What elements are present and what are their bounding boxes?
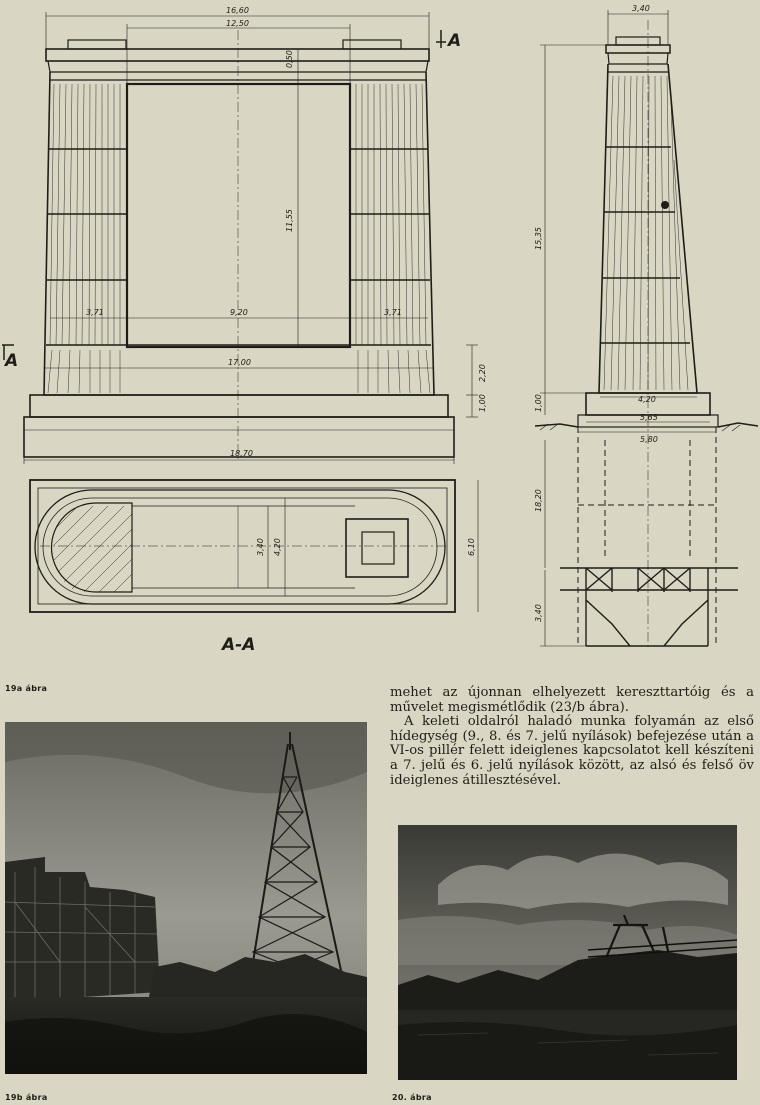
dim-column-left: 3,71: [86, 308, 104, 317]
right-column-hatching: [356, 84, 430, 393]
dim-plan-inner-width: 3,40: [256, 538, 265, 556]
left-column-hatching: [48, 84, 120, 393]
dim-plan-outer-width: 4,20: [273, 538, 282, 556]
dim-side-base-width: 4,20: [638, 395, 656, 404]
dim-foundation-depth: 18,20: [534, 489, 543, 512]
dim-side-footing-width: 5,65: [640, 413, 658, 422]
dim-side-base-height: 1,00: [534, 394, 543, 412]
caption-19b: 19b ábra: [5, 1093, 48, 1102]
dim-side-top-width: 3,40: [632, 4, 650, 13]
photo-20-bridge-site: [398, 825, 737, 1080]
caption-20: 20. ábra: [392, 1093, 432, 1102]
dim-bottom-width: 17,00: [228, 358, 251, 367]
caption-19a: 19a ábra: [5, 684, 48, 693]
dim-side-ground-width: 5,80: [640, 435, 658, 444]
paragraph-2: A keleti oldalról haladó munka folyamán az első hídegység (9., 8. és 7. jelű nyílások) befejezése után a VI-os pillér felett ideiglenes kapcsolatot kell készíteni a 7. jelű és 6. jelű nyílások között, az alsó és felső öv ideiglenes átillesztésével.: [390, 714, 754, 788]
plan-section: [30, 480, 455, 612]
dim-footing-width: 18,70: [230, 449, 253, 458]
article-text: [390, 686, 754, 788]
dim-side-total-height: 15,35: [534, 227, 543, 250]
section-mark-top: A: [448, 31, 462, 51]
dim-inner-height: 11,55: [285, 209, 294, 232]
dim-opening-width: 9,20: [230, 308, 248, 317]
dim-plan-total-width: 6,10: [467, 538, 476, 556]
dim-plinth-height: 2,20: [478, 364, 487, 382]
paragraph-1: mehet az újonnan elhelyezett kereszttartóig és a művelet megismétlődik (23/b ábra).: [390, 685, 754, 715]
dim-inner-width: 12,50: [226, 19, 249, 28]
section-title: A-A: [222, 635, 256, 655]
side-elevation: [535, 10, 758, 650]
dim-top-width: 16,60: [226, 6, 249, 15]
photo-19b-tower-crane: [5, 722, 367, 1074]
dim-column-right: 3,71: [384, 308, 402, 317]
dim-top-height: 0,50: [285, 50, 294, 68]
plan-cap-hatching: [54, 506, 132, 592]
section-mark-left: A: [5, 351, 19, 371]
dim-base-height: 1,00: [478, 394, 487, 412]
dim-pile-depth: 3,40: [534, 604, 543, 622]
